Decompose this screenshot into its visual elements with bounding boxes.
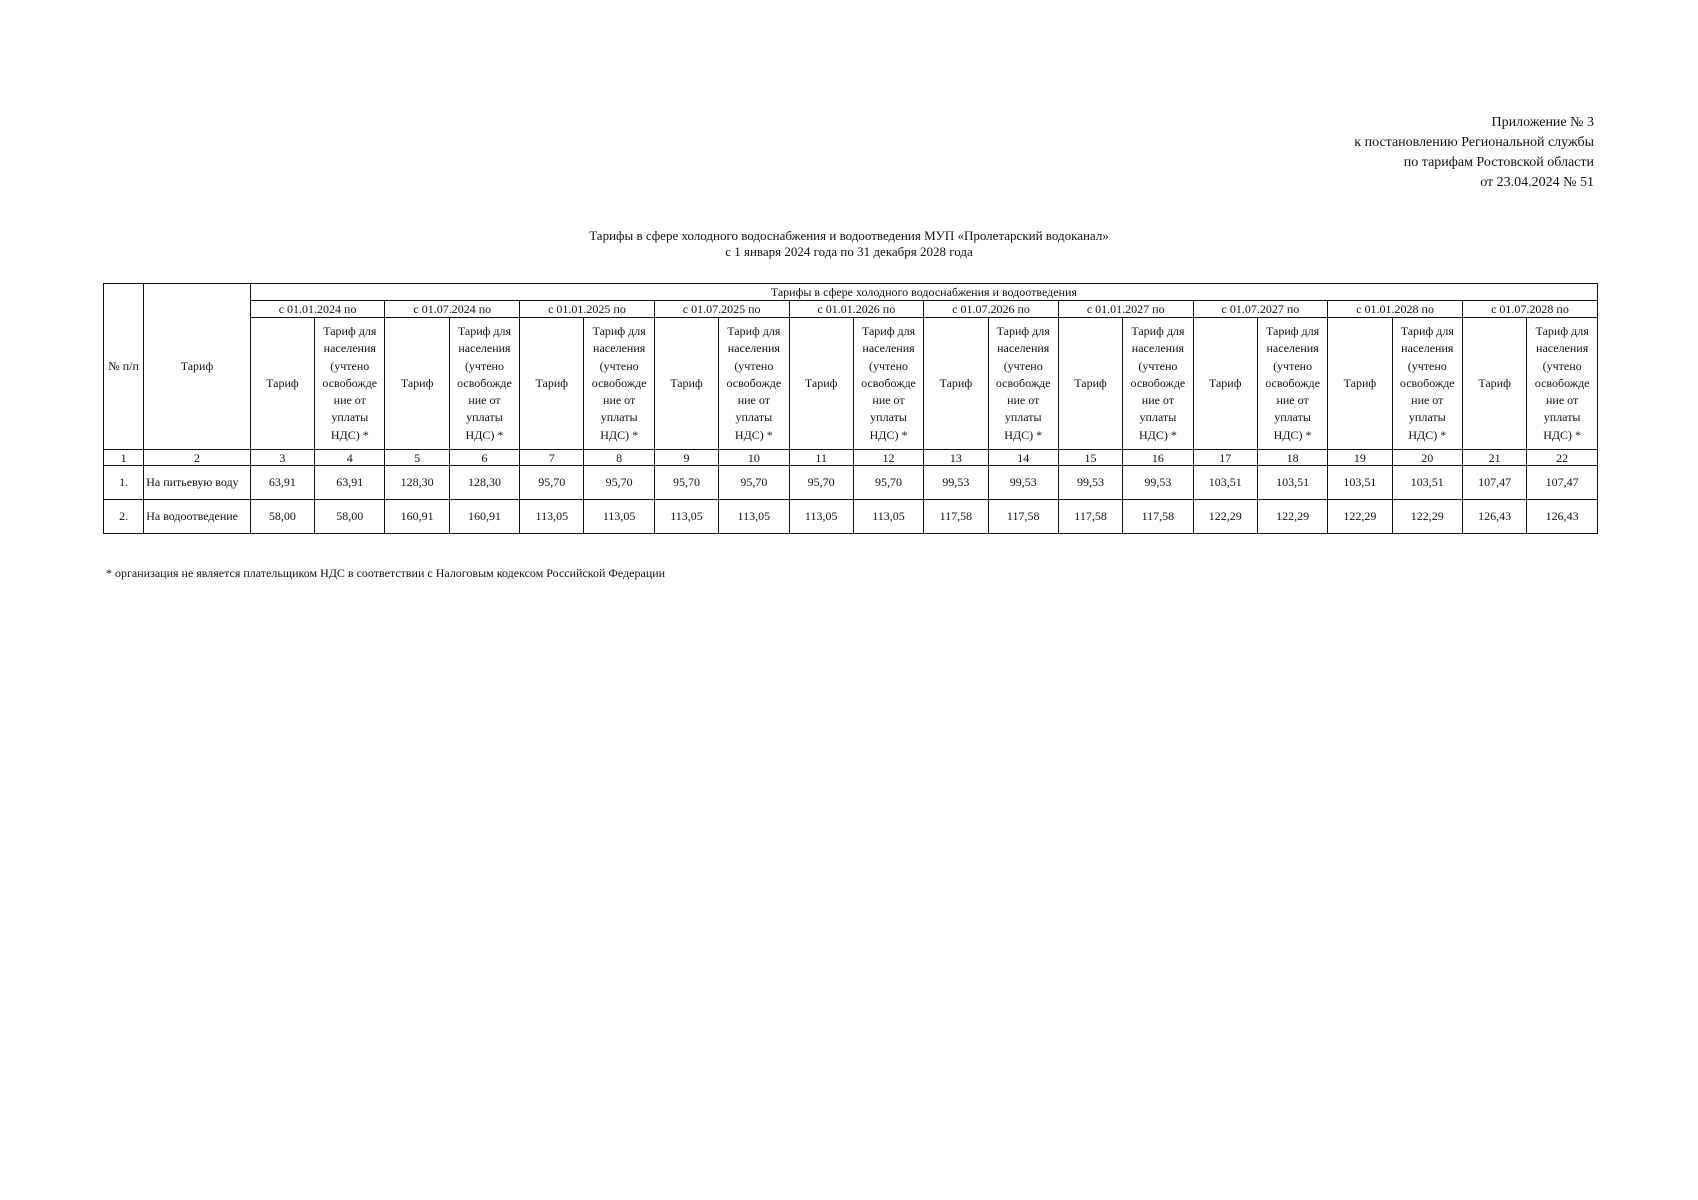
tariff-value: 107,47 [1462,466,1526,500]
sub-header-population-tariff: Тариф для населения (учтено освобожде ние от уплаты НДС) * [1392,318,1462,450]
tariff-value: 117,58 [1123,500,1193,534]
tariff-value: 128,30 [449,466,519,500]
tariff-value: 117,58 [988,500,1058,534]
period-header: с 01.07.2027 по [1193,301,1328,318]
group-header: Тарифы в сфере холодного водоснабжения и водоотведения [250,284,1597,301]
tariff-value: 122,29 [1193,500,1257,534]
column-number: 7 [520,450,584,466]
tariff-value: 160,91 [385,500,449,534]
tariff-value: 95,70 [654,466,718,500]
tariff-value: 99,53 [988,466,1058,500]
column-number-row [104,450,1598,466]
tariff-value: 63,91 [250,466,314,500]
tariff-value: 99,53 [1123,466,1193,500]
sub-header-tariff: Тариф [1328,318,1392,450]
column-number: 17 [1193,450,1257,466]
tariff-value: 113,05 [520,500,584,534]
column-number: 1 [104,450,144,466]
period-header: с 01.07.2028 по [1462,301,1597,318]
tariff-value: 95,70 [520,466,584,500]
appendix-line: к постановлению Региональной службы [1354,135,1594,150]
tariff-value: 128,30 [385,466,449,500]
sub-header-population-tariff: Тариф для населения (учтено освобожде ние от уплаты НДС) * [1257,318,1327,450]
table-row [104,466,1598,500]
tariff-value: 95,70 [719,466,789,500]
sub-header-population-tariff: Тариф для населения (учтено освобожде ние от уплаты НДС) * [584,318,654,450]
tariff-value: 103,51 [1392,466,1462,500]
column-number: 5 [385,450,449,466]
sub-header-population-tariff: Тариф для населения (учтено освобожде ние от уплаты НДС) * [853,318,923,450]
tariff-value: 122,29 [1328,500,1392,534]
column-number: 4 [315,450,385,466]
footnote: * организация не является плательщиком НДС в соответствии с Налоговым кодексом Российской Федерации [106,566,666,580]
sub-header-tariff: Тариф [250,318,314,450]
tariff-value: 113,05 [789,500,853,534]
column-number: 14 [988,450,1058,466]
sub-header-population-tariff: Тариф для населения (учтено освобожде ние от уплаты НДС) * [1123,318,1193,450]
tariff-table-container [103,283,1598,534]
column-number: 2 [144,450,251,466]
sub-header-tariff: Тариф [924,318,988,450]
tariff-value: 113,05 [584,500,654,534]
tariff-value: 58,00 [250,500,314,534]
title-line-1: Тарифы в сфере холодного водоснабжения и водоотведения МУП «Пролетарский водоканал» [589,228,1109,243]
tariff-table [103,283,1598,534]
sub-header-tariff: Тариф [1193,318,1257,450]
sub-header-tariff: Тариф [1058,318,1122,450]
tariff-value: 103,51 [1328,466,1392,500]
document-title [0,228,1698,260]
tariff-value: 126,43 [1462,500,1526,534]
column-number: 6 [449,450,519,466]
column-number: 13 [924,450,988,466]
tariff-value: 99,53 [1058,466,1122,500]
tariff-value: 103,51 [1257,466,1327,500]
tariff-value: 122,29 [1392,500,1462,534]
tariff-value: 160,91 [449,500,519,534]
tariff-value: 107,47 [1527,466,1598,500]
tariff-value: 63,91 [315,466,385,500]
table-row [104,500,1598,534]
column-number: 11 [789,450,853,466]
tariff-value: 58,00 [315,500,385,534]
column-number: 12 [853,450,923,466]
tariff-value: 95,70 [853,466,923,500]
sub-header-tariff: Тариф [1462,318,1526,450]
appendix-header [1354,113,1594,193]
period-header: с 01.01.2027 по [1058,301,1193,318]
row-tariff-name: На водоотведение [144,500,251,534]
tariff-value: 95,70 [584,466,654,500]
tariff-value: 113,05 [719,500,789,534]
column-header-number: № п/п [104,284,144,450]
column-number: 8 [584,450,654,466]
period-header: с 01.01.2025 по [520,301,655,318]
column-number: 15 [1058,450,1122,466]
appendix-line: от 23.04.2024 № 51 [1480,175,1594,190]
column-number: 3 [250,450,314,466]
sub-header-tariff: Тариф [654,318,718,450]
tariff-value: 99,53 [924,466,988,500]
appendix-line: по тарифам Ростовской области [1403,155,1594,170]
column-number: 21 [1462,450,1526,466]
tariff-value: 126,43 [1527,500,1598,534]
tariff-value: 117,58 [1058,500,1122,534]
sub-header-tariff: Тариф [789,318,853,450]
title-line-2: с 1 января 2024 года по 31 декабря 2028 года [725,244,973,259]
tariff-value: 113,05 [654,500,718,534]
column-number: 16 [1123,450,1193,466]
column-number: 10 [719,450,789,466]
column-number: 18 [1257,450,1327,466]
tariff-value: 103,51 [1193,466,1257,500]
column-header-tariff: Тариф [144,284,251,450]
sub-header-population-tariff: Тариф для населения (учтено освобожде ние от уплаты НДС) * [988,318,1058,450]
column-number: 19 [1328,450,1392,466]
row-tariff-name: На питьевую воду [144,466,251,500]
row-number: 1. [104,466,144,500]
period-header: с 01.07.2026 по [924,301,1059,318]
sub-header-population-tariff: Тариф для населения (учтено освобожде ние от уплаты НДС) * [719,318,789,450]
column-number: 9 [654,450,718,466]
sub-header-population-tariff: Тариф для населения (учтено освобожде ние от уплаты НДС) * [449,318,519,450]
period-header: с 01.01.2028 по [1328,301,1463,318]
tariff-value: 117,58 [924,500,988,534]
appendix-line: Приложение № 3 [1491,115,1594,130]
period-header: с 01.01.2026 по [789,301,924,318]
period-header: с 01.07.2025 по [654,301,789,318]
row-number: 2. [104,500,144,534]
column-number: 20 [1392,450,1462,466]
sub-header-tariff: Тариф [520,318,584,450]
period-header: с 01.01.2024 по [250,301,385,318]
sub-header-population-tariff: Тариф для населения (учтено освобожде ние от уплаты НДС) * [1527,318,1598,450]
sub-header-tariff: Тариф [385,318,449,450]
sub-header-population-tariff: Тариф для населения (учтено освобожде ние от уплаты НДС) * [315,318,385,450]
column-number: 22 [1527,450,1598,466]
tariff-value: 113,05 [853,500,923,534]
period-header: с 01.07.2024 по [385,301,520,318]
tariff-value: 122,29 [1257,500,1327,534]
tariff-value: 95,70 [789,466,853,500]
